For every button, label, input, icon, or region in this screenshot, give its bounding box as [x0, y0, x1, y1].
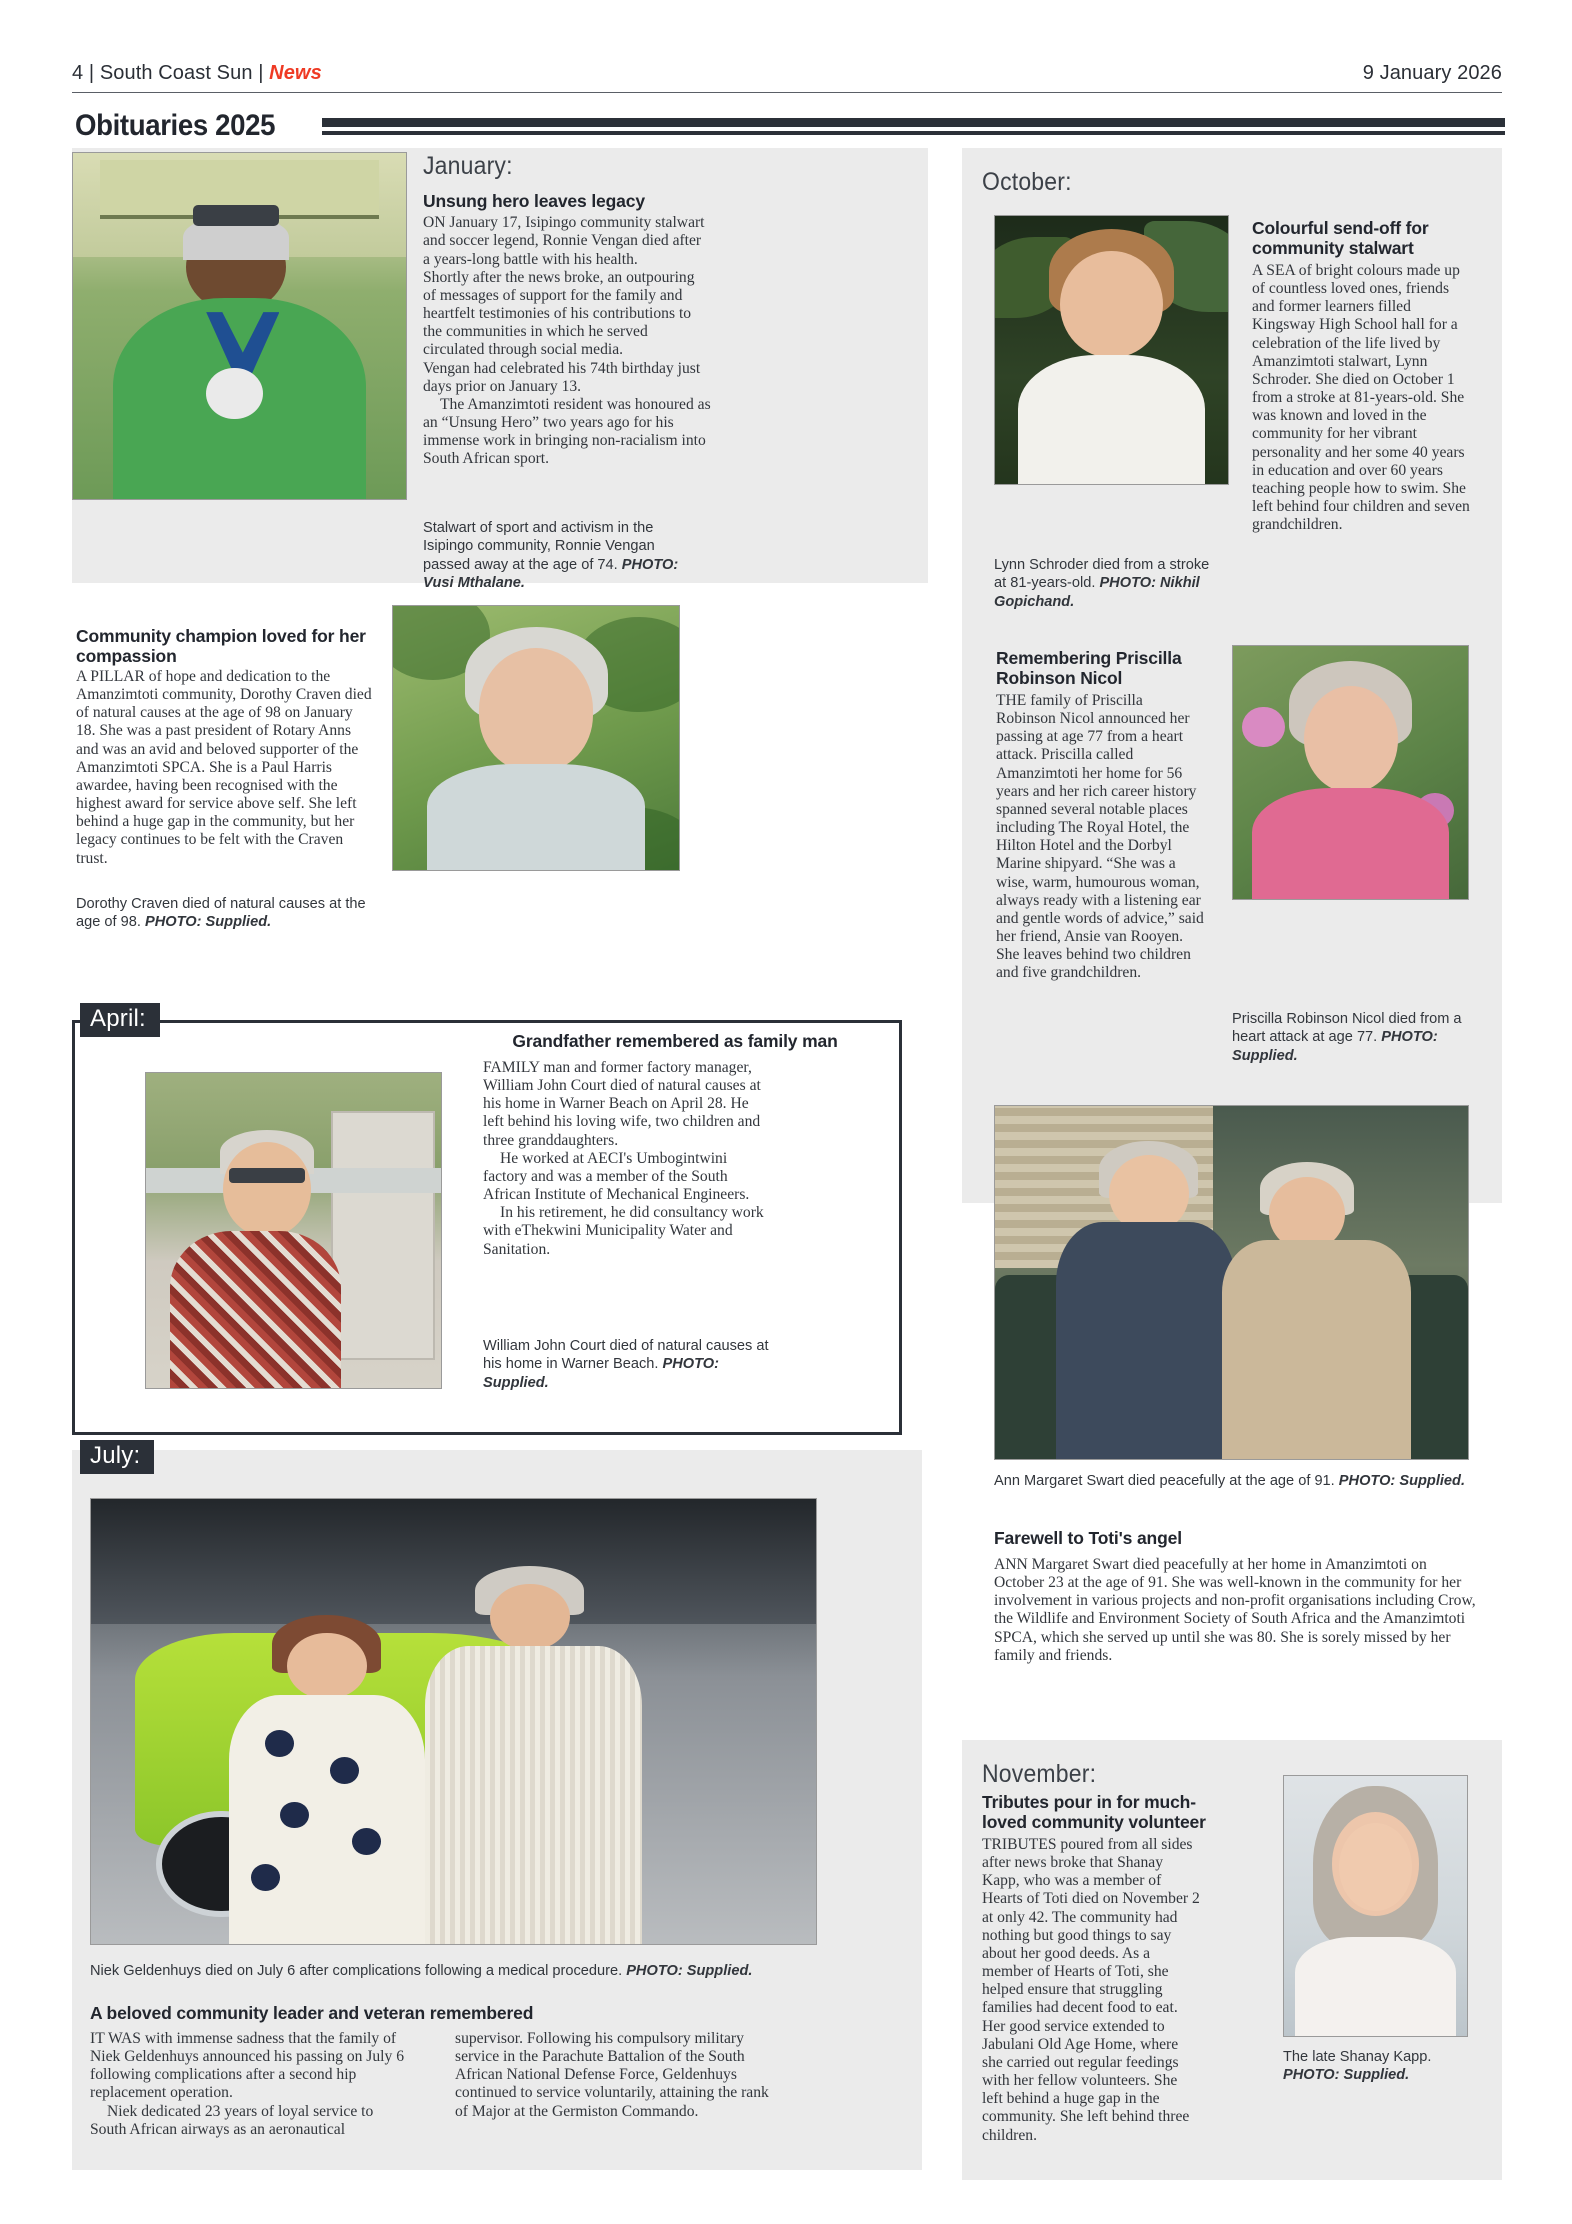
caption-text: Dorothy Craven died of natural causes at the age of 98. — [76, 896, 366, 931]
april-paragraph: In his retirement, he did consultancy work with eThekwini Municipality Water and Sanitation. — [483, 1204, 764, 1258]
july-headline: A beloved community leader and veteran remembered — [90, 2003, 534, 2023]
caption-text: William John Court died of natural causes at his home in Warner Beach. — [483, 1338, 769, 1373]
november-caption — [1283, 2048, 1483, 2085]
priscilla-caption — [1232, 1010, 1472, 1065]
masthead-left — [72, 62, 322, 85]
lynn-schroder-caption — [994, 556, 1214, 611]
dorothy-paragraph: A PILLAR of hope and dedication to the Amanzimtoti community, Dorothy Craven died of natural causes at the age of 98 on January 18. She was a past president of Rotary Anns and was an avid and beloved supporter of the Amanzimtoti SPCA. She is a Paul Harris awardee, having been recognised with the highest award for service above self. She left behind a huge gap in the community, but her legacy continues to be felt with the Craven trust. — [76, 668, 372, 867]
january-headline: Unsung hero leaves legacy — [423, 191, 645, 211]
shanay-kapp-photo — [1283, 1775, 1468, 2037]
april-headline-wrap — [460, 1031, 890, 1054]
november-body — [982, 1836, 1200, 2145]
farewell-headline: Farewell to Toti's angel — [994, 1528, 1182, 1548]
photo-credit: PHOTO: Supplied. — [1338, 1473, 1466, 1489]
farewell-paragraph: ANN Margaret Swart died peacefully at her home in Amanzimtoti on October 23 at the age of 91. She was well-known in the community for her involvement in various projects and non-profit organisations including Crow, the Wildlife and Environment Society of South Africa and the Amanzimtoti SPCA, which she served up until she was 80. She is sorely missed by her family and friends. — [994, 1556, 1476, 1664]
january-paragraph: Vengan had celebrated his 74th birthday just days prior on January 13. — [423, 359, 701, 395]
january-kicker: January: — [423, 152, 513, 180]
july-paragraph: IT WAS with immense sadness that the family of Niek Geldenhuys announced his passing on July 6 following complications after a second hip replacement operation. — [90, 2030, 404, 2102]
dorothy-headline: Community champion loved for her compassion — [76, 626, 366, 667]
photo-credit: PHOTO: Supplied. — [144, 914, 272, 931]
dorothy-caption — [76, 895, 366, 932]
priscilla-headline: Remembering Priscilla Robinson Nicol — [996, 648, 1182, 689]
lynn-schroder-photo — [994, 215, 1229, 485]
photo-credit: PHOTO: Supplied. — [1232, 1029, 1438, 1064]
ronnie-vengan-photo — [72, 152, 407, 500]
ann-swart-caption — [994, 1472, 1474, 1490]
title-decoration-bars — [322, 118, 1505, 135]
colourful-headline: Colourful send-off for community stalwart — [1252, 218, 1429, 259]
caption-text: Niek Geldenhuys died on July 6 after complications following a medical procedure. — [90, 1963, 627, 1979]
caption-text: Ann Margaret Swart died peacefully at the age of 91. — [994, 1473, 1339, 1489]
ann-margaret-swart-photo — [994, 1105, 1469, 1460]
photo-credit: PHOTO: Vusi Mthalane. — [423, 556, 679, 592]
masthead-section-label: News — [269, 62, 322, 84]
july-body-column-2 — [455, 2030, 775, 2121]
masthead — [72, 62, 1502, 85]
april-kicker: April: — [80, 1003, 160, 1037]
photo-credit: PHOTO: Nikhil Gopichand. — [994, 575, 1200, 610]
january-paragraph: The Amanzimtoti resident was honoured as an “Unsung Hero” two years ago for his immense work in bringing non-racialism into South African sport. — [423, 395, 711, 468]
november-headline: Tributes pour in for much-loved community volunteer — [982, 1792, 1206, 1833]
july-kicker: July: — [80, 1440, 154, 1474]
priscilla-body — [996, 692, 1206, 983]
colourful-headline-wrap — [1252, 218, 1467, 262]
photo-credit: PHOTO: Supplied. — [483, 1356, 720, 1391]
dorothy-headline-wrap — [76, 626, 376, 670]
july-headline-wrap — [90, 2003, 810, 2026]
william-john-court-photo — [145, 1072, 442, 1389]
niek-geldenhuys-photo — [90, 1498, 817, 1945]
colourful-body — [1252, 262, 1470, 534]
april-headline: Grandfather remembered as family man — [512, 1031, 838, 1051]
july-body-column-1 — [90, 2030, 410, 2139]
farewell-body — [994, 1556, 1479, 1665]
masthead-divider — [72, 92, 1502, 93]
caption-text: Lynn Schroder died from a stroke at 81-years-old. — [994, 557, 1210, 592]
colourful-paragraph: A SEA of bright colours made up of countless loved ones, friends and former learners filled Kingsway High School hall for a celebration of the life lived by Amanzimtoti stalwart, Lynn Schroder. She died on October 1 from a stroke at 81-years-old. She was known and loved in the community for her vibrant personality and her some 40 years in education and over 60 years teaching people how to swim. She left behind four children and seven grandchildren. — [1252, 262, 1470, 534]
july-paragraph: Niek dedicated 23 years of loyal service to South African airways as an aeronautical — [90, 2102, 374, 2138]
july-caption — [90, 1962, 850, 1980]
caption-text: Stalwart of sport and activism in the Isipingo community, Ronnie Vengan passed away at the age of 74. — [423, 520, 655, 573]
april-caption — [483, 1337, 773, 1392]
july-paragraph: supervisor. Following his compulsory military service in the Parachute Battalion of the South African National Defense Force, Geldenhuys continued to service voluntarily, attaining the rank of Major at the Germiston Commando. — [455, 2030, 769, 2120]
november-paragraph: TRIBUTES poured from all sides after news broke that Shanay Kapp, who was a member of Hearts of Toti died on November 2 at only 42. The community had nothing but good things to say about her good deeds. As a member of Hearts of Toti, she helped ensure that struggling families had decent food to eat. Her good service extended to Jabulani Old Age Home, where she carried out regular feedings with her fellow volunteers. She left behind a huge gap in the community. She left behind three children. — [982, 1836, 1200, 2144]
photo-credit: PHOTO: Supplied. — [1283, 2067, 1410, 2084]
november-headline-wrap — [982, 1792, 1207, 1836]
dorothy-body — [76, 668, 376, 868]
january-caption — [423, 519, 699, 593]
masthead-page-publication: 4 | South Coast Sun | — [72, 62, 270, 84]
january-article — [423, 152, 711, 468]
january-paragraph: Shortly after the news broke, an outpouring of messages of support for the family and heartfelt testimonies of his contributions to the communities in which he served circulated through social media. — [423, 268, 695, 359]
january-paragraph: ON January 17, Isipingo community stalwart and soccer legend, Ronnie Vengan died after a years-long battle with his health. — [423, 214, 705, 268]
dorothy-craven-photo — [392, 605, 680, 871]
caption-text: The late Shanay Kapp. — [1283, 2049, 1432, 2065]
section-title-row — [75, 106, 1505, 146]
priscilla-paragraph: THE family of Priscilla Robinson Nicol announced her passing at age 77 from a heart attack. Priscilla called Amanzimtoti her home for 56 years and her rich career history spanned several notable places including The Royal Hotel, the Hilton Hotel and the Dorbyl Marine shipyard. “She was a wise, warm, humourous woman, always ready with a listening ear and gentle words of advice,” said her friend, Ansie van Rooyen. She leaves behind two children and five grandchildren. — [996, 692, 1204, 982]
april-paragraph: He worked at AECI's Umbogintwini factory and was a member of the South African Institute of Mechanical Engineers. — [483, 1149, 750, 1204]
october-kicker: October: — [982, 168, 1072, 196]
priscilla-robinson-nicol-photo — [1232, 645, 1469, 900]
priscilla-headline-wrap — [996, 648, 1211, 692]
april-paragraph: FAMILY man and former factory manager, William John Court died of natural causes at his home in Warner Beach on April 28. He left behind his loving wife, two children and three granddaughters. — [483, 1059, 761, 1149]
april-body — [483, 1059, 773, 1259]
caption-text: Priscilla Robinson Nicol died from a heart attack at age 77. — [1232, 1011, 1462, 1046]
photo-credit: PHOTO: Supplied. — [626, 1963, 753, 1979]
november-kicker: November: — [982, 1760, 1097, 1788]
masthead-date: 9 January 2026 — [1362, 62, 1502, 84]
farewell-headline-wrap — [994, 1528, 1474, 1551]
page-title: Obituaries 2025 — [75, 109, 276, 142]
january-body — [423, 214, 711, 468]
